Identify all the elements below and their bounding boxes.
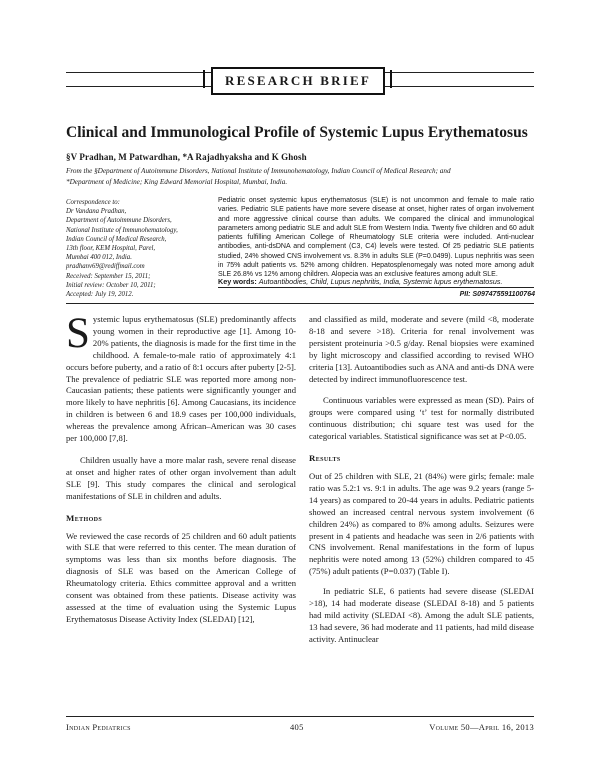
footer-journal: Indian Pediatrics <box>66 722 131 732</box>
body-left-column <box>66 310 296 626</box>
correspondence-block <box>66 198 216 299</box>
body-right-column <box>309 314 534 646</box>
affiliation-line: *Department of Medicine; King Edward Memorial Hospital, Mumbai, India. <box>66 177 288 186</box>
body-paragraph: Children usually have a more malar rash, severe renal disease at onset and higher rates of other organ involvement than adult SLE [9]. This study compares the clinical and serological manifestations of SLE in children and adults. <box>66 454 296 501</box>
corr-line: Dr Vandana Pradhan, <box>66 208 127 216</box>
header-bracket-left <box>203 70 210 88</box>
pii: PII: S097475591100764 <box>459 291 535 298</box>
results-paragraph-2: In pediatric SLE, 6 patients had severe disease (SLEDAI >18), 14 had moderate disease (SLEDAI 8-18) and 5 patients had mild activity (SLEDAI <8). Among the adult SLE patients, 13 had severe, 36 had moderate and 11 patients, had mild disease activity. Antinuclear <box>309 586 534 644</box>
corr-review: Initial review: October 10, 2011; <box>66 281 156 289</box>
corr-line: Indian Council of Medical Research, <box>66 235 167 243</box>
article-authors: §V Pradhan, M Patwardhan, *A Rajadhyaksha and K Ghosh <box>66 152 307 162</box>
article-title: Clinical and Immunological Profile of Systemic Lupus Erythematosus <box>66 124 528 141</box>
article-affiliation <box>66 166 536 187</box>
affiliation-line: From the §Department of Autoimmune Disorders, National Institute of Immunohematology, Indian Council of Medical Research; and <box>66 167 451 175</box>
corr-received: Received: September 15, 2011; <box>66 272 151 280</box>
footer-rule <box>66 716 534 717</box>
body-paragraph: and classified as mild, moderate and severe (mild <8, moderate 8-18 and severe >18). Criteria for renal involvement was persistent proteinuria >0.5 g/day. Renal biopsies were examined by light microscopy and classified according to revised WHO criteria [13]. Autoantibodies such as ANA and anti-ds DNA were detected by indirect immunofluorescence test. <box>309 314 534 384</box>
abstract-rule <box>218 287 534 288</box>
keywords <box>218 277 534 286</box>
intro-text: ystemic lupus erythematosus (SLE) predominantly affects young women in their reproductive age [1]. Among 10-20% patients, the diagnosis is made for the first time in the childhood. A female-to-male ratio of approximately 4:1 occurs before puberty, and a ratio of 8:1 occurs after puberty [2-5]. The prevalence of pediatric SLE was reported more among non-Caucasian patients; these patients were significantly younger and more likely to have nephritis [6]. Among Caucasians, its incidence in children is between 6 and 18.9 cases per 100,000 individuals, whereas the prevalence among African–American was 30 cases per 100,000 [7,8]. <box>66 314 296 444</box>
results-paragraph: Out of 25 children with SLE, 21 (84%) were girls; female: male ratio was 5.2:1 vs. 9:1 in adults. The age was 9.2 years (range 5-14 years) as compared to 20-44 years in adults. Pediatric patients showed an increased central nervous system involvement (6 children 24%) as compared to 8% among adults. Seizures were present in 4 patients and headache was seen in 2/6 patients with CNS involvement. Renal manifestations in the form of lupus nephritis were noted among 13 (52%) children compared to 45 (75%) adult patients (P=0.037) (Table I). <box>309 470 534 577</box>
intro-paragraph <box>66 310 296 445</box>
footer-page-number: 405 <box>290 722 304 732</box>
corr-line: National Institute of Immunohematology, <box>66 226 178 234</box>
abstract: Pediatric onset systemic lupus erythematosus (SLE) is not uncommon and female to male ratio varies. Pediatric SLE patients have more severe disease at onset, higher rates of organ involvement and more aggressive clinical course than adults. We compared the clinical and immunological parameters among pediatric SLE and adult SLE from Western India. Twenty five children and 60 adult patients fulfilling American College of Rheumatology SLE criteria were included. Anti-nuclear antibodies, anti-dsDNA and complement (C3, C4) levels were tested. Of 25 pediatric SLE patients studied, 24% showed CNS involvement vs. 8.3% in adults SLE (P=0.0499). Lupus nephritis was seen in 75% adult patients vs. 52% among children. Hepatosplenomegaly was noted more among adult SLE 26.8% vs 12% among children. Alopecia was an exclusive features among adult SLE. <box>218 197 534 279</box>
header-bracket-right <box>385 70 392 88</box>
methods-paragraph: We reviewed the case records of 25 children and 60 adult patients with SLE that were referred to this center. The mean duration of symptoms was less than six months before diagnosis. The diagnosis of SLE was based on the American College of Rheumatology criteria. Ethics committee approval and a written consent was obtained from these patients. Disease activity was assessed at the time of evaluation using the Systemic Lupus Erythematosus Disease Activity Index (SLEDAI) [12], <box>66 530 296 624</box>
stats-paragraph: Continuous variables were expressed as mean (SD). Pairs of groups were compared using ‘t’ test for normally distributed continuous distribution; chi square test was used for the categorical variables. Statistical significance was set at P<0.05. <box>309 395 534 442</box>
keywords-label: Key words: <box>218 277 257 286</box>
pii-rule <box>66 303 534 304</box>
corr-line: Mumbai 400 012, India. <box>66 254 132 262</box>
corr-email: pradhanv69@rediffmail.com <box>66 263 145 271</box>
corr-line: 13th floor, KEM Hospital, Parel, <box>66 245 156 253</box>
corr-accepted: Accepted: July 19, 2012. <box>66 291 134 299</box>
section-label: RESEARCH BRIEF <box>211 67 385 95</box>
drop-cap: S <box>66 310 90 357</box>
corr-line: Correspondence to: <box>66 199 120 206</box>
results-heading: Results <box>309 453 341 464</box>
corr-line: Department of Autoimmune Disorders, <box>66 217 172 225</box>
footer-volume: Volume 50—April 16, 2013 <box>429 722 534 732</box>
keywords-text: Autoantibodies, Child, Lupus nephritis, India, Systemic lupus erythematosus. <box>258 277 503 286</box>
methods-heading: Methods <box>66 512 103 523</box>
